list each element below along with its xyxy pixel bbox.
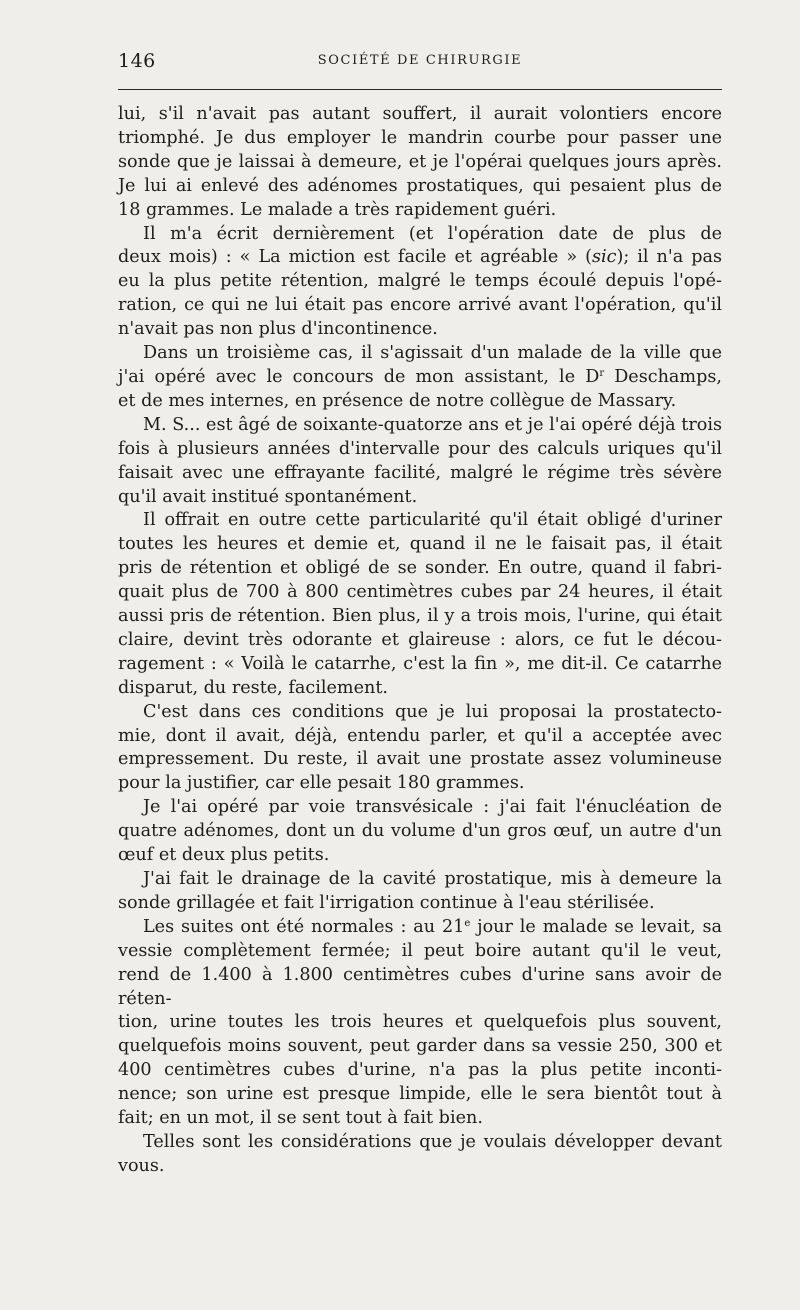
text-line: 400 centimètres cubes d'urine, n'a pas la plus petite inconti- <box>118 1060 722 1081</box>
text-line: sonde que je laissai à demeure, et je l'opérai quelques jours après. <box>118 151 722 172</box>
text-line: faisait avec une effrayante facilité, malgré le régime très sévère <box>118 462 722 483</box>
text-line: 18 grammes. Le malade a très rapidement guéri. <box>118 199 557 220</box>
text-line: ration, ce qui ne lui était pas encore arrivé avant l'opération, qu'il <box>118 295 722 316</box>
text-line: sonde grillagée et fait l'irrigation continue à l'eau stérilisée. <box>118 892 655 913</box>
text-line: Telles sont les considérations que je voulais développer devant <box>143 1131 722 1152</box>
text-fragment: ); il n'a pas <box>616 247 722 268</box>
text-fragment: jour le malade se levait, sa <box>470 916 722 937</box>
italic-sic: sic <box>591 247 617 268</box>
text-line: et de mes internes, en présence de notre collègue de Massary. <box>118 390 677 411</box>
text-line: pour la justifier, car elle pesait 180 grammes. <box>118 773 525 794</box>
text-line: lui, s'il n'avait pas autant souffert, il aurait volontiers encore <box>118 104 722 124</box>
text-line: quelquefois moins souvent, peut garder dans sa vessie 250, 300 et <box>118 1036 722 1057</box>
text-line: rend de 1.400 à 1.800 centimètres cubes d'urine sans avoir de réten- <box>118 964 722 1009</box>
text-line: vous. <box>118 1155 165 1176</box>
text-line: tion, urine toutes les trois heures et quelquefois plus souvent, <box>118 1012 722 1033</box>
text-line: fois à plusieurs années d'intervalle pour des calculs uriques qu'il <box>118 438 722 459</box>
text-line: fait; en un mot, il se sent tout à fait bien. <box>118 1108 483 1129</box>
body-text <box>118 103 722 1179</box>
text-line: nence; son urine est presque limpide, elle le sera bientôt tout à <box>118 1084 722 1105</box>
text-line: M. S... est âgé de soixante-quatorze ans et je l'ai opéré déjà trois <box>143 414 722 435</box>
superscript: e <box>464 917 471 929</box>
text-line: pris de rétention et obligé de se sonder. En outre, quand il fabri- <box>118 558 722 579</box>
text-line: disparut, du reste, facilement. <box>118 677 388 698</box>
text-fragment: j'ai opéré avec le concours de mon assistant, le D <box>118 366 600 387</box>
header-rule <box>118 89 722 90</box>
text-line: aussi pris de rétention. Bien plus, il y a trois mois, l'urine, qui était <box>118 606 722 627</box>
text-line: toutes les heures et demie et, quand il ne le faisait pas, il était <box>118 534 722 555</box>
text-line: Il m'a écrit dernièrement (et l'opération date de plus de <box>143 223 722 244</box>
text-line: Je l'ai opéré par voie transvésicale : j'ai fait l'énucléation de <box>143 797 722 818</box>
text-line: eu la plus petite rétention, malgré le temps écoulé depuis l'opé- <box>118 271 722 292</box>
text-line: C'est dans ces conditions que je lui proposai la prostatecto- <box>143 701 722 722</box>
page-header <box>118 50 722 80</box>
superscript: r <box>599 367 605 379</box>
text-fragment: deux mois) : « La miction est facile et agréable » ( <box>118 247 592 268</box>
text-line: Je lui ai enlevé des adénomes prostatiques, qui pesaient plus de <box>118 175 722 196</box>
text-line: œuf et deux plus petits. <box>118 845 330 866</box>
text-line: vessie complètement fermée; il peut boire autant qu'il le veut, <box>118 940 722 961</box>
text-line: n'avait pas non plus d'incontinence. <box>118 319 438 340</box>
text-line: qu'il avait institué spontanément. <box>118 486 418 507</box>
text-line <box>118 246 722 270</box>
text-line: Dans un troisième cas, il s'agissait d'un malade de la ville que <box>143 343 722 364</box>
text-line: triomphé. Je dus employer le mandrin courbe pour passer une <box>118 127 722 148</box>
text-line: quait plus de 700 à 800 centimètres cubes par 24 heures, il était <box>118 582 722 603</box>
text-line <box>118 366 722 390</box>
page-number: 146 <box>118 50 156 72</box>
text-line: J'ai fait le drainage de la cavité prostatique, mis à demeure la <box>143 869 722 889</box>
text-line: Il offrait en outre cette particularité qu'il était obligé d'uriner <box>143 510 722 531</box>
text-line <box>118 916 722 940</box>
text-line: empressement. Du reste, il avait une prostate assez volumineuse <box>118 749 722 770</box>
text-line: mie, dont il avait, déjà, entendu parler, et qu'il a acceptée avec <box>118 725 722 746</box>
text-line: ragement : « Voilà le catarrhe, c'est la fin », me dit-il. Ce catarrhe <box>118 653 722 674</box>
text-line: claire, devint très odorante et glaireuse : alors, ce fut le décou- <box>118 629 722 650</box>
text-fragment: Les suites ont été normales : au 21 <box>143 916 465 937</box>
text-line: quatre adénomes, dont un du volume d'un gros œuf, un autre d'un <box>118 821 722 842</box>
text-fragment: Deschamps, <box>604 366 722 387</box>
running-title: SOCIÉTÉ DE CHIRURGIE <box>317 53 523 68</box>
